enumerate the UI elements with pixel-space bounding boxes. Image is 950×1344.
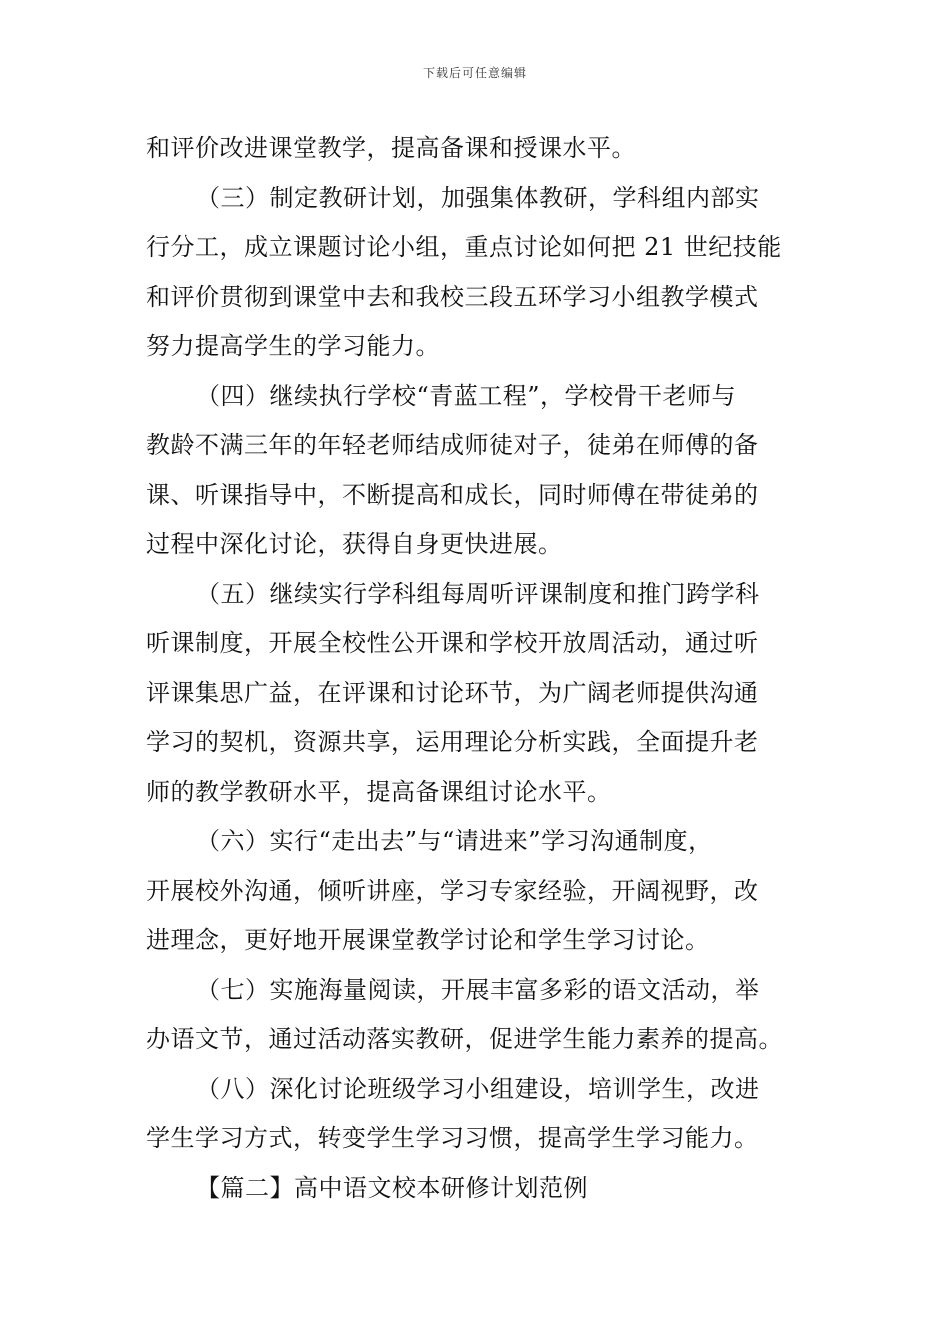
text-line: 进理念，更好地开展课堂教学讨论和学生学习讨论。	[146, 926, 710, 954]
text-line: 师的教学教研水平，提高备课组讨论水平。	[146, 777, 612, 806]
text-line: （八）深化讨论班级学习小组建设，培训学生，改进	[196, 1074, 760, 1103]
text-line: 课、听课指导中，不断提高和成长，同时师傅在带徒弟的	[146, 480, 759, 509]
text-line: 评课集思广益，在评课和讨论环节，为广阔老师提供沟通	[146, 678, 759, 707]
text-line: （四）继续执行学校“青蓝工程”，学校骨干老师与	[196, 381, 737, 410]
text-line: 教龄不满三年的年轻老师结成师徒对子，徒弟在师傅的备	[146, 431, 759, 459]
text-line: 学习的契机，资源共享，运用理论分析实践，全面提升老	[146, 728, 759, 756]
text-line: （三）制定教研计划，加强集体教研，学科组内部实	[196, 183, 760, 212]
text-line: （五）继续实行学科组每周听评课制度和推门跨学科	[196, 579, 760, 608]
text-line: 听课制度，开展全校性公开课和学校开放周活动，通过听	[146, 629, 759, 657]
text-line: 和评价贯彻到课堂中去和我校三段五环学习小组教学模式	[146, 282, 759, 311]
text-line: 和评价改进课堂教学，提高备课和授课水平。	[146, 134, 636, 162]
document-body	[146, 124, 810, 1213]
text-line: （七）实施海量阅读，开展丰富多彩的语文活动，举	[196, 975, 760, 1004]
text-line: 过程中深化讨论，获得自身更快进展。	[146, 530, 563, 558]
text-line: 行分工，成立课题讨论小组，重点讨论如何把 21 世纪技能	[146, 233, 782, 261]
text-line: （六）实行“走出去”与“请进来”学习沟通制度，	[196, 827, 713, 855]
text-line: 学生学习方式，转变学生学习习惯，提高学生学习能力。	[146, 1124, 759, 1152]
section-heading: 【篇二】高中语文校本研修计划范例	[196, 1173, 588, 1202]
text-line: 开展校外沟通，倾听讲座，学习专家经验，开阔视野，改	[146, 876, 759, 905]
text-line: 办语文节，通过活动落实教研，促进学生能力素养的提高。	[146, 1025, 783, 1053]
page-header: 下载后可任意编辑	[422, 66, 527, 80]
text-line: 努力提高学生的学习能力。	[146, 332, 440, 360]
